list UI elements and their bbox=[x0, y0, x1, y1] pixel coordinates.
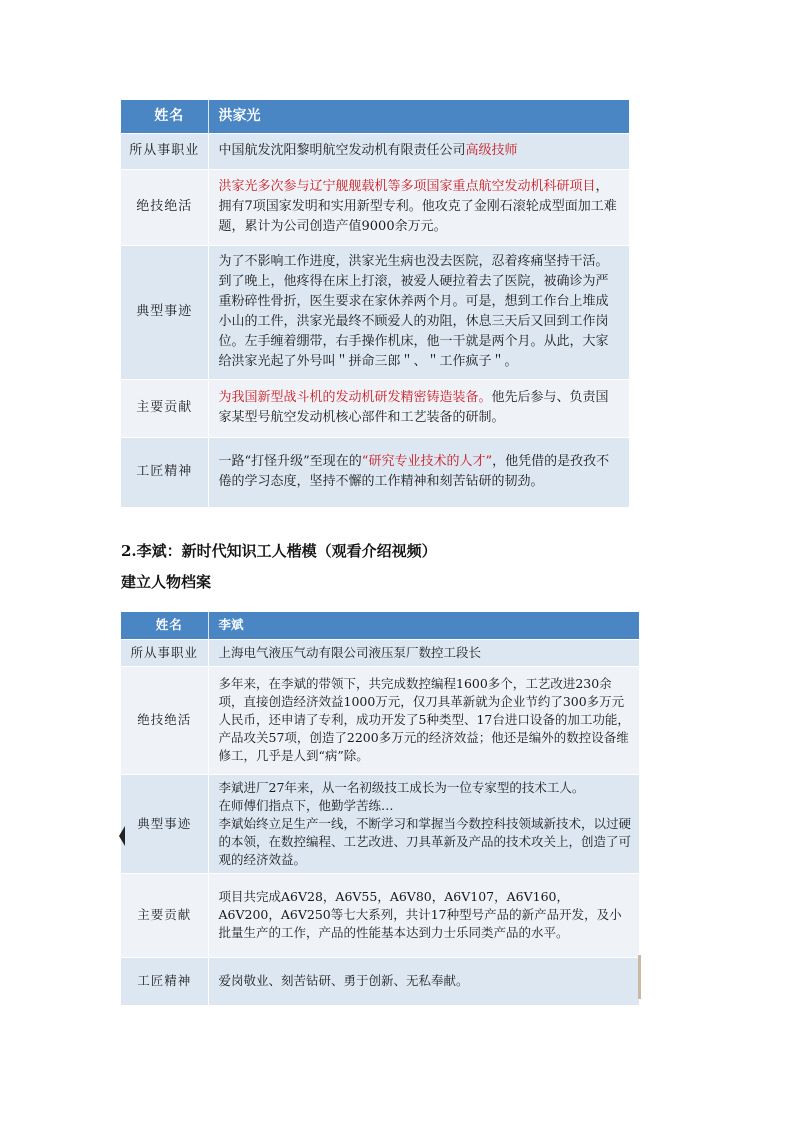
left-edge-arrow-icon bbox=[119, 826, 125, 846]
section-subtitle: 建立人物档案 bbox=[121, 573, 212, 591]
contribution-label: 主要贡献 bbox=[121, 873, 208, 957]
skill-label: 绝技绝活 bbox=[121, 666, 208, 774]
name-value: 洪家光 bbox=[208, 100, 629, 133]
spirit-value: 爱岗敬业、刻苦钻研、勇于创新、无私奉献。 bbox=[208, 957, 639, 1005]
story-value bbox=[208, 774, 639, 873]
story-line-2: 在师傅们指点下，他勤学苦练… bbox=[218, 797, 394, 813]
spirit-text-after: ，他凭借的是孜孜不倦的学习态度，坚持不懈的工作精神和刻苦钻研的韧劲。 bbox=[218, 454, 610, 490]
name-label: 姓名 bbox=[121, 100, 208, 133]
skill-value: 多年来，在李斌的带领下，共完成数控编程1600多个，工艺改进230余项，直接创造经济效益1000万元，仅刀具革新就为企业节约了300多万元人民币，还申请了专利，成功开发了5种类型、17台进口设备的加工功能，产品攻关57项，创造了2200多万元的经济效益；他还是编外的数控设备维修工，几乎是人到“病”除。 bbox=[208, 666, 639, 774]
story-row bbox=[121, 774, 639, 873]
occupation-value: 上海电气液压气动有限公司液压泵厂数控工段长 bbox=[208, 639, 639, 666]
spirit-row bbox=[121, 437, 629, 507]
contribution-row bbox=[121, 873, 639, 957]
spirit-text-before: 一路“打怪升级”至现在的 bbox=[218, 454, 362, 470]
skill-value bbox=[208, 169, 629, 245]
skill-text: ，拥有7项国家发明和实用新型专利。他攻克了金刚石滚轮成型面加工难题，累计为公司创造产值9000余万元。 bbox=[218, 179, 617, 234]
table-edge-shadow bbox=[638, 955, 641, 999]
contribution-value: 项目共完成A6V28，A6V55，A6V80，A6V107，A6V160，A6V200，A6V250等七大系列，共计17种型号产品的新产品开发，及小批量生产的工作，产品的性能基本达到力士乐同类产品的水平。 bbox=[208, 873, 639, 957]
story-line-3: 李斌始终立足生产一线，不断学习和掌握当今数控科技领域新技术，以过硬的本领，在数控编程、工艺改进、刀具革新及产品的技术攻关上，创造了可观的经济效益。 bbox=[218, 815, 632, 867]
occupation-row bbox=[121, 639, 639, 666]
profile-table-hong-jiaguang bbox=[121, 100, 629, 507]
story-value: 为了不影响工作进度，洪家光生病也没去医院，忍着疼痛坚持干活。到了晚上，他疼得在床上打滚，被爱人硬拉着去了医院，被确诊为严重粉碎性骨折，医生要求在家休养两个月。可是，想到工作台上堆成小山的工件，洪家光最终不顾爱人的劝阻，休息三天后又回到工作岗位。左手缠着绷带，右手操作机床，他一干就是两个月。从此，大家给洪家光起了外号叫＂拼命三郎＂、＂工作疯子＂。 bbox=[208, 245, 629, 379]
spirit-label: 工匠精神 bbox=[121, 957, 208, 1005]
story-label: 典型事迹 bbox=[121, 245, 208, 379]
occupation-title-highlight: 高级技师 bbox=[465, 143, 518, 158]
contribution-value bbox=[208, 379, 629, 437]
spirit-row bbox=[121, 957, 639, 1005]
skill-row bbox=[121, 666, 639, 774]
occupation-label: 所从事职业 bbox=[121, 639, 208, 666]
skill-label: 绝技绝活 bbox=[121, 169, 208, 245]
skill-highlight: 洪家光多次参与辽宁舰舰载机等多项国家重点航空发动机科研项目 bbox=[218, 179, 596, 194]
occupation-label: 所从事职业 bbox=[121, 133, 208, 169]
story-row bbox=[121, 245, 629, 379]
profile-header-row bbox=[121, 100, 629, 133]
story-label: 典型事迹 bbox=[121, 774, 208, 873]
occupation-row bbox=[121, 133, 629, 169]
spirit-highlight: “研究专业技术的人才” bbox=[361, 454, 493, 470]
name-label: 姓名 bbox=[121, 612, 208, 639]
profile-header-row bbox=[121, 612, 639, 639]
spirit-value bbox=[208, 437, 629, 507]
skill-row bbox=[121, 169, 629, 245]
contribution-row bbox=[121, 379, 629, 437]
occupation-text: 中国航发沈阳黎明航空发动机有限责任公司 bbox=[218, 143, 466, 158]
contribution-highlight: 为我国新型战斗机的发动机研发精密铸造装备。 bbox=[218, 390, 492, 405]
contribution-text: 他先后参与、负责国家某型号航空发动机核心部件和工艺装备的研制。 bbox=[218, 390, 609, 425]
spirit-label: 工匠精神 bbox=[121, 437, 208, 507]
story-line-1: 李斌进厂27年来，从一名初级技工成长为一位专家型的技术工人。 bbox=[218, 779, 585, 795]
name-value: 李斌 bbox=[208, 612, 639, 639]
contribution-label: 主要贡献 bbox=[121, 379, 208, 437]
occupation-value bbox=[208, 133, 629, 169]
profile-table-li-bin bbox=[121, 612, 639, 1005]
section-title: 2.李斌：新时代知识工人楷模（观看介绍视频） bbox=[121, 542, 437, 560]
